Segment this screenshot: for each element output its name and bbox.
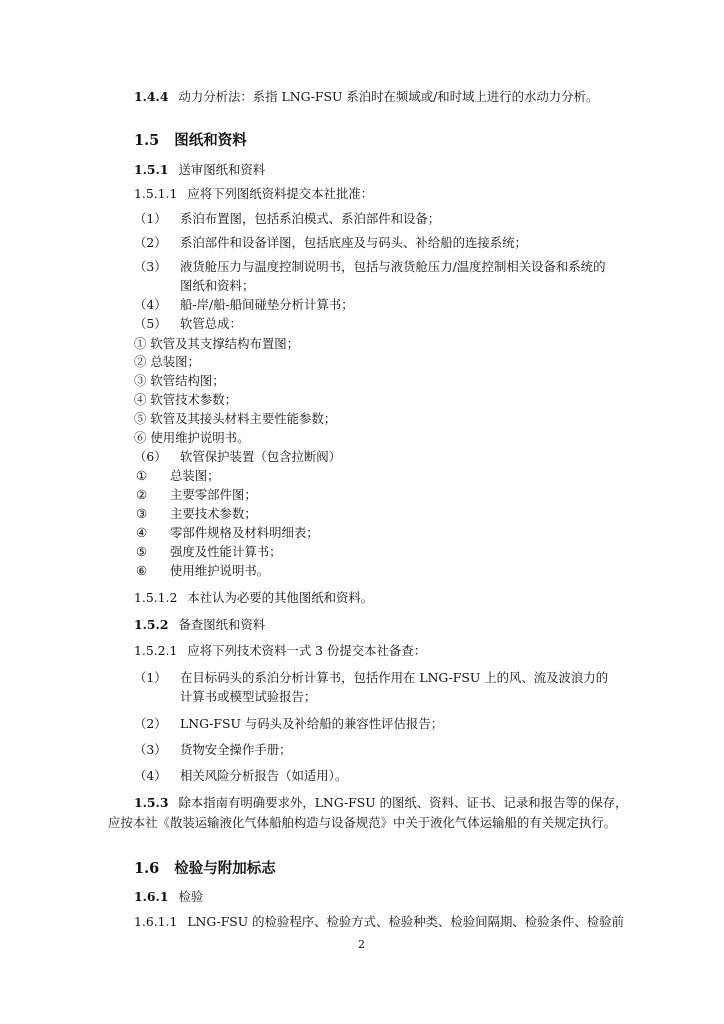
section-1-5-2 — [134, 619, 265, 631]
list-item — [134, 299, 354, 311]
section-number: 1.4.4 — [134, 89, 169, 104]
list-number: （3） — [134, 259, 167, 274]
heading-1-5 — [134, 134, 247, 149]
clause-1-5-1-1 — [134, 188, 373, 200]
sub-item: ④ 软管技术参数； — [134, 392, 238, 407]
section-title: 检验 — [178, 889, 204, 904]
paragraph-text: 动力分析法：系指 LNG-FSU 系泊时在频域或/和时域上进行的水动力分析。 — [178, 89, 599, 104]
sub-item-text: 零部件规格及材料明细表； — [170, 525, 319, 540]
clause-text: LNG-FSU 的检验程序、检验方式、检验种类、检验间隔期、检验条件、检验前 — [187, 914, 624, 929]
sub-item — [136, 489, 257, 501]
list-text: LNG-FSU 与码头及补给船的兼容性评估报告； — [180, 716, 444, 731]
clause-text: 应将下列图纸资料提交本社批准： — [187, 186, 374, 201]
sub-item-text: 使用维护说明书。 — [170, 563, 270, 578]
list-item — [134, 261, 605, 273]
list-text: 相关风险分析报告（如适用）。 — [180, 768, 348, 783]
list-number: （4） — [134, 297, 167, 312]
list-text: 软管保护装置（包含拉断阀） — [180, 449, 342, 464]
section-1-6-1 — [134, 891, 203, 903]
sub-item-number: ② — [136, 487, 148, 502]
list-item — [134, 744, 292, 756]
sub-item-text: 主要技术参数； — [170, 506, 257, 521]
section-1-5-3 — [134, 797, 627, 809]
sub-item — [136, 565, 269, 577]
sub-item-text: 强度及性能计算书； — [170, 544, 282, 559]
sub-item — [136, 546, 282, 558]
sub-item-number: ⑥ — [136, 563, 148, 578]
section-number: 1.5.1 — [134, 162, 169, 177]
paragraph-text: 除本指南有明确要求外，LNG-FSU 的图纸、资料、证书、记录和报告等的保存， — [178, 795, 628, 810]
section-title: 送审图纸和资料 — [178, 162, 266, 177]
sub-item-number: ① — [136, 468, 148, 483]
heading-number: 1.6 — [134, 860, 160, 877]
list-text: 系泊部件和设备详图，包括底座及与码头、补给船的连接系统； — [180, 235, 527, 250]
list-item — [134, 718, 443, 730]
heading-title: 检验与附加标志 — [174, 860, 276, 877]
section-1-4-4 — [134, 91, 598, 103]
clause-number: 1.5.1.2 — [134, 590, 178, 605]
list-text: 软管总成： — [180, 316, 242, 331]
sub-item: ⑤ 软管及其接头材料主要性能参数； — [134, 411, 337, 426]
list-item — [134, 213, 440, 225]
list-number: （1） — [134, 211, 167, 226]
clause-1-5-2-1 — [134, 645, 426, 657]
sub-item — [136, 508, 257, 520]
section-number: 1.5.2 — [134, 617, 169, 632]
list-text: 图纸和资料； — [180, 278, 255, 293]
list-item-continuation — [180, 280, 254, 292]
clause-number: 1.5.2.1 — [134, 643, 178, 658]
sub-item: ① 软管及其支撑结构布置图； — [134, 336, 300, 351]
sub-item-number: ④ — [136, 525, 148, 540]
section-title: 备查图纸和资料 — [178, 617, 266, 632]
clause-number: 1.5.1.1 — [134, 186, 178, 201]
clause-text: 应将下列技术资料一式 3 份提交本社备查： — [187, 643, 427, 658]
sub-item — [136, 470, 220, 482]
section-number: 1.6.1 — [134, 889, 169, 904]
paragraph-continuation: 应按本社《散装运输液化气体船舶构造与设备规范》中关于液化气体运输船的有关规定执行。 — [108, 815, 617, 830]
list-text: 在目标码头的系泊分析计算书，包括作用在 LNG-FSU 上的风、流及波浪力的 — [180, 670, 609, 685]
list-text: 计算书或模型试验报告； — [180, 689, 317, 704]
list-text: 系泊布置图，包括系泊模式、系泊部件和设备； — [180, 211, 441, 226]
page-number: 2 — [358, 938, 365, 951]
list-number: （3） — [134, 742, 167, 757]
list-item — [134, 237, 527, 249]
list-number: （4） — [134, 768, 167, 783]
sub-item-text: 主要零部件图； — [170, 487, 257, 502]
list-item — [134, 770, 347, 782]
list-item-continuation — [180, 691, 316, 703]
sub-item: ③ 软管结构图； — [134, 373, 225, 388]
sub-item-number: ③ — [136, 506, 148, 521]
sub-item: ② 总装图； — [134, 354, 200, 369]
list-number: （6） — [134, 449, 167, 464]
list-text: 液货舱压力与温度控制说明书，包括与液货舱压力/温度控制相关设备和系统的 — [180, 259, 606, 274]
list-text: 船-岸/船-船间碰垫分析计算书； — [180, 297, 354, 312]
clause-number: 1.6.1.1 — [134, 914, 178, 929]
clause-text: 本社认为必要的其他图纸和资料。 — [187, 590, 374, 605]
heading-1-6 — [134, 862, 276, 877]
list-item — [134, 318, 242, 330]
list-item — [134, 672, 608, 684]
sub-item — [136, 527, 319, 539]
section-number: 1.5.3 — [134, 795, 169, 810]
list-number: （5） — [134, 316, 167, 331]
clause-1-6-1-1 — [134, 916, 624, 928]
list-number: （2） — [134, 235, 167, 250]
section-1-5-1 — [134, 164, 265, 176]
clause-1-5-1-2 — [134, 592, 373, 604]
heading-number: 1.5 — [134, 132, 160, 149]
list-number: （1） — [134, 670, 167, 685]
list-item — [134, 451, 341, 463]
list-text: 货物安全操作手册； — [180, 742, 292, 757]
sub-item-number: ⑤ — [136, 544, 148, 559]
sub-item-text: 总装图； — [170, 468, 220, 483]
sub-item: ⑥ 使用维护说明书。 — [134, 430, 250, 445]
list-number: （2） — [134, 716, 167, 731]
heading-title: 图纸和资料 — [174, 132, 247, 149]
